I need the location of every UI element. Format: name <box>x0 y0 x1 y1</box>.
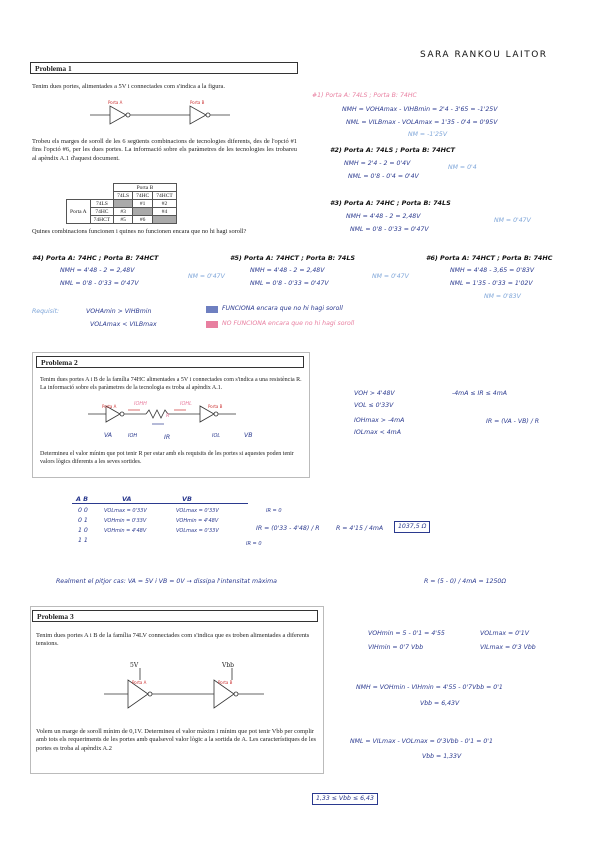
p3-note-voh: VOHmin = 5 - 0'1 = 4'55 <box>368 630 445 637</box>
label-va: VA <box>104 432 113 439</box>
label-vb: VB <box>244 432 253 439</box>
p2-note-voh: VOH > 4'48V <box>354 390 395 397</box>
p2-note-vol: VOL ≤ 0'33V <box>354 402 394 409</box>
tt-row-00-ab: 0 0 <box>78 507 88 514</box>
p3-note-vil: VILmax = 0'3 Vbb <box>480 644 536 651</box>
cell: #1 <box>133 200 153 208</box>
p3-intro: Tenim dues portes A i B de la família 74LV connectades com s'indica que es troben alimentades a diferents tensions. <box>36 632 310 648</box>
cell: #3 <box>114 208 133 216</box>
cell <box>114 200 133 208</box>
label-iohh: IOHH <box>134 401 147 407</box>
author-name: SARA RANKOU LAITOR <box>420 50 548 60</box>
sol-5-nmh: NMH = 4'48 - 2 = 2,48V <box>250 267 325 274</box>
sol-4-nml: NML = 0'8 - 0'33 = 0'47V <box>60 280 139 287</box>
tt-row-01-va: VOHmin = 0'33V <box>104 518 147 524</box>
p1-question: Quines combinacions funcionen i quines no funcionen encara que no hi hagi soroll? <box>32 228 247 235</box>
p3-note-vih: VIHmin = 0'7 Vbb <box>368 644 424 651</box>
requirement-1: VOHAmin > VIHBmin <box>86 308 152 315</box>
label-ioh: IOH <box>128 433 138 439</box>
p1-gate-a-label: Porta A <box>108 100 123 105</box>
label-iohl: IOHL <box>180 401 192 407</box>
tt-row-10-va: VOHmin = 4'48V <box>104 528 147 534</box>
tech-combination-table <box>66 183 177 224</box>
cell: #2 <box>153 200 177 208</box>
col-head: 74LS <box>114 192 133 200</box>
label-iol: IOL <box>212 433 221 439</box>
p2-worst-case-r: R = (5 - 0) / 4mA = 1250Ω <box>424 578 507 585</box>
p3-note-nml: NML = VILmax - VOLmax = 0'3Vbb - 0'1 = 0'1 <box>350 738 493 745</box>
sol-5-title: #5) Porta A: 74HCT ; Porta B: 74LS <box>230 254 356 262</box>
requirement-2: VOLAmax < VILBmax <box>90 321 157 328</box>
tt-row-00-vb: VOLmax = 0'33V <box>176 508 219 514</box>
p2-note-ir-formula: IR = (VA - VB) / R <box>486 418 540 425</box>
tt-vb-head: VB <box>182 495 192 503</box>
tt-row-10-vb: VOLmax = 0'33V <box>176 528 219 534</box>
cell: #6 <box>133 216 153 224</box>
problem-1-title: Problema 1 <box>30 62 298 74</box>
label-ir: IR <box>164 434 171 441</box>
row-head: 74HCT <box>90 216 114 224</box>
p2-note-ir-range: -4mA ≤ IR ≤ 4mA <box>452 390 507 397</box>
cell: #4 <box>153 208 177 216</box>
sol-3-title: #3) Porta A: 74HC ; Porta B: 74LS <box>330 199 451 207</box>
sol-1-nml: NML = VILBmax - VOLAmax = 1'35 - 0'4 = 0'95V <box>346 119 498 126</box>
problem-3-title: Problema 3 <box>32 610 318 622</box>
sol-6-nmh: NMH = 4'48 - 3,65 = 0'83V <box>450 267 535 274</box>
works-legend: FUNCIONA encara que no hi hagi soroll <box>222 305 343 312</box>
p3-description: Volem un marge de soroll mínim de 0,1V. Determineu el valor màxim i mínim que pot tenir Vbb per complir amb tots els requeriments de les portes amb qualsevol valor lògic a la sortida de A. Les característiques de les portes es troba al apèndix A.2 <box>36 728 317 752</box>
sol-1-title: #1) Porta A: 74LS ; Porta B: 74HC <box>312 92 417 99</box>
sol-5-nm: NM = 0'47V <box>372 273 409 280</box>
tt-row-00-va: VOLmax = 0'33V <box>104 508 147 514</box>
cell: #5 <box>114 216 133 224</box>
p2-note-iol: IOLmax < 4mA <box>354 429 401 436</box>
tt-row-11-ir: IR = 0 <box>246 541 262 547</box>
works-swatch <box>206 306 218 313</box>
tt-row-11-ab: 1 1 <box>78 537 88 544</box>
sol-3-nmh: NMH = 4'48 - 2 = 2,48V <box>346 213 421 220</box>
p1-gate-b-label: Porta B <box>190 100 205 105</box>
tt-header-line <box>72 503 248 504</box>
sol-2-nm: NM = 0'4 <box>448 164 477 171</box>
sol-3-nml: NML = 0'8 - 0'33 = 0'47V <box>350 226 429 233</box>
p1-intro: Tenim dues portes, alimentades a 5V i connectades com s'indica a la figura. <box>32 83 225 90</box>
p3-note-vbb-max: Vbb = 6,43V <box>420 700 460 707</box>
tt-row-10-ab: 1 0 <box>78 527 88 534</box>
porta-b-header: Porta B <box>114 184 177 192</box>
cell <box>133 208 153 216</box>
tt-row-00-ir: IR = 0 <box>266 508 282 514</box>
row-head: 74LS <box>90 200 114 208</box>
row-head: 74HC <box>90 208 114 216</box>
p2-intro: Tenim dues portes A i B de la família 74HC alimentades a 5V i connectades com s'indica a una resistència R. La informació sobre els paràmetres de la tecnologia es troba al apèndix A.1. <box>40 377 302 391</box>
p3-note-vbb-min: Vbb = 1,33V <box>422 753 462 760</box>
p3-gate-a-label: Porta A <box>132 680 147 685</box>
col-head: 74HCT <box>153 192 177 200</box>
col-head: 74HC <box>133 192 153 200</box>
p3-note-nmh: NMH = VOHmin - VIHmin = 4'55 - 0'7Vbb = 0'1 <box>356 684 503 691</box>
requirement-label: Requisit: <box>32 308 60 315</box>
sol-6-title: #6) Porta A: 74HCT ; Porta B: 74HC <box>426 254 553 262</box>
sol-3-nm: NM = 0'47V <box>494 217 531 224</box>
sol-4-title: #4) Porta A: 74HC ; Porta B: 74HCT <box>32 254 159 262</box>
problem-2-title: Problema 2 <box>36 356 304 368</box>
p3-label-vbb: Vbb <box>222 662 235 669</box>
p3-final-range: 1,33 ≤ Vbb ≤ 6,43 <box>312 793 378 805</box>
p1-description: Trobeu els marges de soroll de les 6 següents combinacions de tecnologies diferents, des de l'opció #1 fins l'opció #6, per les dues portes. La informació sobre els paràmetres de les tecnologies les trobareu al apèndix A.1 d'aquest document. <box>32 138 297 162</box>
tt-va-head: VA <box>122 495 132 503</box>
p3-note-vol: VOLmax = 0'1V <box>480 630 529 637</box>
sol-2-nmh: NMH = 2'4 - 2 = 0'4V <box>344 160 411 167</box>
p2-gate-a-label: Porta A <box>102 404 117 409</box>
p2-gate-b-label: Porta B <box>208 404 223 409</box>
tt-r-result: 1037,5 Ω <box>394 521 430 533</box>
sol-5-nml: NML = 0'8 - 0'33 = 0'47V <box>250 280 329 287</box>
tt-ab-head: A B <box>76 495 89 503</box>
tt-row-01-ab: 0 1 <box>78 517 88 524</box>
sol-6-nm: NM = 0'83V <box>484 293 521 300</box>
tt-ir-formula: IR = (0'33 - 4'48) / R <box>256 525 320 532</box>
p2-question: Determineu el valor mínim que pot tenir R per estar amb els requisits de les portes si aquestes poden tenir valors lògics diferents a les seves sortides. <box>40 451 294 465</box>
p2-worst-case: Realment el pitjor cas: VA = 5V i VB = 0V → dissipa l'intensitat màxima <box>56 578 277 585</box>
p3-gate-b-label: Porta B <box>218 680 233 685</box>
sol-2-title: #2) Porta A: 74LS ; Porta B: 74HCT <box>330 146 456 154</box>
sol-1-nmh: NMH = VOHAmax - VIHBmin = 2'4 - 3'65 = -1'25V <box>342 106 498 113</box>
sol-6-nml: NML = 1'35 - 0'33 = 1'02V <box>450 280 533 287</box>
porta-a-header: Porta A <box>67 200 91 224</box>
label-r: R <box>166 413 170 419</box>
sol-4-nm: NM = 0'47V <box>188 273 225 280</box>
sol-4-nmh: NMH = 4'48 - 2 = 2,48V <box>60 267 135 274</box>
p3-circuit-diagram <box>104 664 284 714</box>
tt-r-formula: R = 4'15 / 4mA <box>336 525 384 532</box>
tt-row-01-vb: VOHmin = 4'48V <box>176 518 219 524</box>
sol-2-nml: NML = 0'8 - 0'4 = 0'4V <box>348 173 419 180</box>
p3-label-5v: 5V <box>130 662 139 669</box>
sol-1-nm: NM = -1'25V <box>408 131 448 138</box>
fails-legend: NO FUNCIONA encara que no hi hagi soroll <box>222 320 355 327</box>
fails-swatch <box>206 321 218 328</box>
p2-note-ioh: IOHmax > -4mA <box>354 417 405 424</box>
cell <box>153 216 177 224</box>
